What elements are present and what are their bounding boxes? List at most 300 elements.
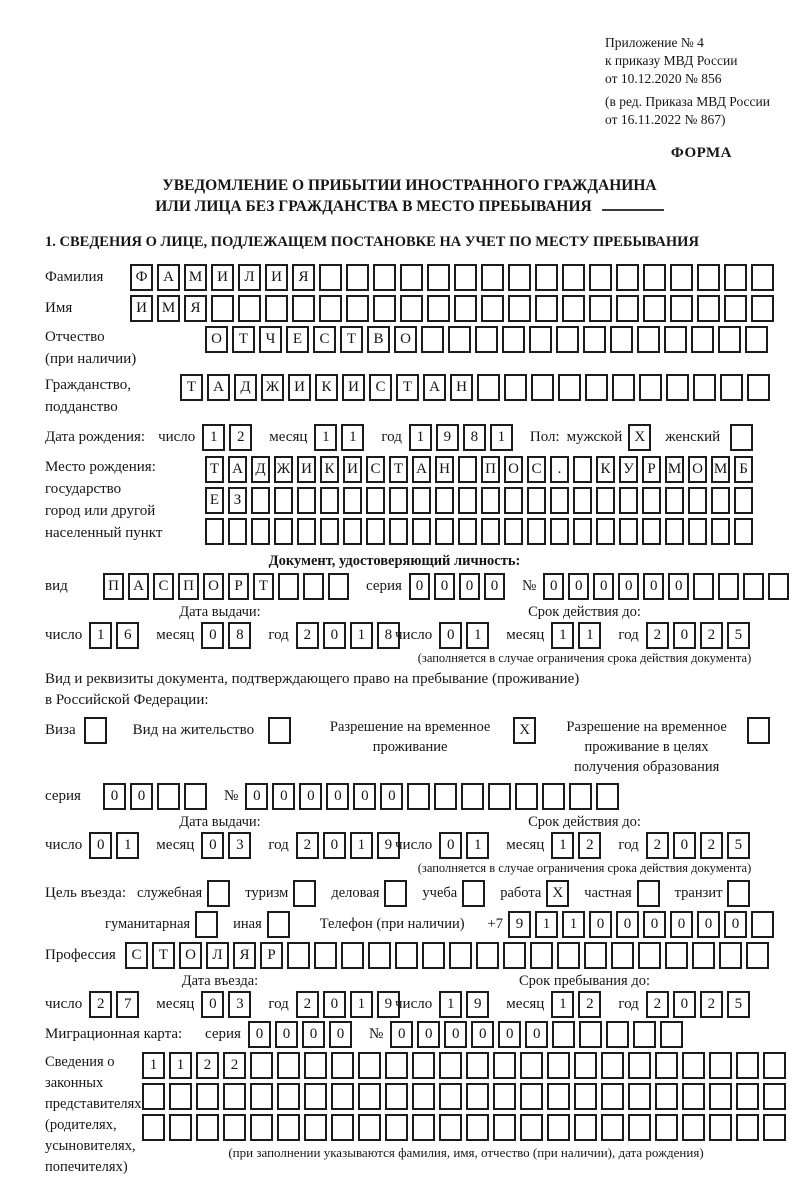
form-cell[interactable]: [724, 264, 747, 291]
form-cell[interactable]: 0: [643, 911, 666, 938]
form-cell[interactable]: [670, 295, 693, 322]
form-cell[interactable]: [304, 1114, 327, 1141]
form-cell[interactable]: 0: [525, 1021, 548, 1048]
form-cell[interactable]: 1: [350, 622, 373, 649]
form-cell[interactable]: Н: [435, 456, 454, 483]
form-cell[interactable]: И: [211, 264, 234, 291]
form-cell[interactable]: Т: [232, 326, 255, 353]
form-cell[interactable]: 0: [409, 573, 430, 600]
form-cell[interactable]: [504, 374, 527, 401]
form-cell[interactable]: Т: [389, 456, 408, 483]
form-cell[interactable]: 0: [568, 573, 589, 600]
form-cell[interactable]: А: [423, 374, 446, 401]
form-cell[interactable]: [331, 1114, 354, 1141]
form-cell[interactable]: [664, 326, 687, 353]
form-cell[interactable]: [157, 783, 180, 810]
form-cell[interactable]: [709, 1114, 732, 1141]
form-cell[interactable]: 2: [578, 832, 601, 859]
checkbox-male[interactable]: X: [628, 424, 651, 451]
form-cell[interactable]: 0: [643, 573, 664, 600]
form-cell[interactable]: А: [228, 456, 247, 483]
form-cell[interactable]: [421, 326, 444, 353]
form-cell[interactable]: [638, 942, 661, 969]
form-cell[interactable]: [596, 487, 615, 514]
form-cell[interactable]: 0: [302, 1021, 325, 1048]
form-cell[interactable]: М: [711, 456, 730, 483]
form-cell[interactable]: [228, 518, 247, 545]
form-cell[interactable]: [655, 1114, 678, 1141]
form-cell[interactable]: [562, 295, 585, 322]
form-cell[interactable]: [389, 518, 408, 545]
form-cell[interactable]: [697, 295, 720, 322]
form-cell[interactable]: 2: [296, 991, 319, 1018]
form-cell[interactable]: 0: [459, 573, 480, 600]
form-cell[interactable]: [493, 1083, 516, 1110]
form-cell[interactable]: П: [103, 573, 124, 600]
form-cell[interactable]: И: [265, 264, 288, 291]
form-cell[interactable]: [660, 1021, 683, 1048]
form-cell[interactable]: [574, 1114, 597, 1141]
form-cell[interactable]: 0: [275, 1021, 298, 1048]
form-cell[interactable]: 1: [562, 911, 585, 938]
form-cell[interactable]: [547, 1052, 570, 1079]
form-cell[interactable]: 0: [323, 991, 346, 1018]
form-cell[interactable]: [458, 487, 477, 514]
form-cell[interactable]: И: [342, 374, 365, 401]
form-cell[interactable]: Т: [396, 374, 419, 401]
form-cell[interactable]: [711, 487, 730, 514]
form-cell[interactable]: [550, 518, 569, 545]
form-cell[interactable]: 0: [201, 622, 224, 649]
form-cell[interactable]: 1: [89, 622, 112, 649]
form-cell[interactable]: [573, 456, 592, 483]
form-cell[interactable]: [745, 326, 768, 353]
form-cell[interactable]: З: [228, 487, 247, 514]
form-cell[interactable]: 0: [670, 911, 693, 938]
checkbox-residence-permit[interactable]: [268, 717, 291, 744]
form-cell[interactable]: Н: [450, 374, 473, 401]
form-cell[interactable]: [557, 942, 580, 969]
form-cell[interactable]: [508, 264, 531, 291]
form-cell[interactable]: [274, 487, 293, 514]
form-cell[interactable]: [693, 573, 714, 600]
form-cell[interactable]: [718, 326, 741, 353]
form-cell[interactable]: [328, 573, 349, 600]
form-cell[interactable]: [574, 1083, 597, 1110]
form-cell[interactable]: 5: [727, 991, 750, 1018]
form-cell[interactable]: 1: [439, 991, 462, 1018]
form-cell[interactable]: Е: [286, 326, 309, 353]
checkbox-purpose-work[interactable]: X: [546, 880, 569, 907]
form-cell[interactable]: [358, 1083, 381, 1110]
form-cell[interactable]: [682, 1114, 705, 1141]
form-cell[interactable]: [422, 942, 445, 969]
form-cell[interactable]: [751, 911, 774, 938]
form-cell[interactable]: [400, 295, 423, 322]
form-cell[interactable]: [304, 1083, 327, 1110]
form-cell[interactable]: [643, 295, 666, 322]
form-cell[interactable]: 0: [724, 911, 747, 938]
form-cell[interactable]: 0: [471, 1021, 494, 1048]
form-cell[interactable]: [304, 1052, 327, 1079]
form-cell[interactable]: [385, 1114, 408, 1141]
form-cell[interactable]: [610, 326, 633, 353]
form-cell[interactable]: Я: [292, 264, 315, 291]
form-cell[interactable]: П: [178, 573, 199, 600]
form-cell[interactable]: 1: [551, 622, 574, 649]
form-cell[interactable]: 0: [434, 573, 455, 600]
form-cell[interactable]: [277, 1052, 300, 1079]
form-cell[interactable]: [711, 518, 730, 545]
form-cell[interactable]: 0: [543, 573, 564, 600]
form-cell[interactable]: 0: [323, 622, 346, 649]
form-cell[interactable]: О: [203, 573, 224, 600]
checkbox-visa[interactable]: [84, 717, 107, 744]
form-cell[interactable]: [251, 518, 270, 545]
form-cell[interactable]: 1: [169, 1052, 192, 1079]
checkbox-temp-residence-education[interactable]: [747, 717, 770, 744]
form-cell[interactable]: 2: [229, 424, 252, 451]
form-cell[interactable]: [530, 942, 553, 969]
form-cell[interactable]: [612, 374, 635, 401]
form-cell[interactable]: 0: [272, 783, 295, 810]
form-cell[interactable]: [596, 518, 615, 545]
form-cell[interactable]: [718, 573, 739, 600]
checkbox-female[interactable]: [730, 424, 753, 451]
form-cell[interactable]: [238, 295, 261, 322]
form-cell[interactable]: [466, 1114, 489, 1141]
form-cell[interactable]: 2: [646, 991, 669, 1018]
form-cell[interactable]: [736, 1052, 759, 1079]
form-cell[interactable]: [515, 783, 538, 810]
form-cell[interactable]: [697, 264, 720, 291]
form-cell[interactable]: [527, 518, 546, 545]
form-cell[interactable]: 0: [299, 783, 322, 810]
form-cell[interactable]: [427, 264, 450, 291]
form-cell[interactable]: О: [179, 942, 202, 969]
form-cell[interactable]: 0: [380, 783, 403, 810]
form-cell[interactable]: [508, 295, 531, 322]
form-cell[interactable]: [250, 1052, 273, 1079]
form-cell[interactable]: [619, 518, 638, 545]
form-cell[interactable]: [550, 487, 569, 514]
form-cell[interactable]: 1: [350, 991, 373, 1018]
form-cell[interactable]: [439, 1114, 462, 1141]
form-cell[interactable]: [481, 487, 500, 514]
form-cell[interactable]: 1: [466, 622, 489, 649]
form-cell[interactable]: А: [128, 573, 149, 600]
form-cell[interactable]: 2: [196, 1052, 219, 1079]
form-cell[interactable]: [358, 1114, 381, 1141]
form-cell[interactable]: [601, 1114, 624, 1141]
form-cell[interactable]: [142, 1114, 165, 1141]
form-cell[interactable]: О: [394, 326, 417, 353]
form-cell[interactable]: К: [315, 374, 338, 401]
form-cell[interactable]: [709, 1052, 732, 1079]
form-cell[interactable]: М: [184, 264, 207, 291]
form-cell[interactable]: [223, 1114, 246, 1141]
form-cell[interactable]: 0: [673, 622, 696, 649]
form-cell[interactable]: [287, 942, 310, 969]
form-cell[interactable]: [633, 1021, 656, 1048]
form-cell[interactable]: [449, 942, 472, 969]
form-cell[interactable]: [461, 783, 484, 810]
form-cell[interactable]: [454, 264, 477, 291]
form-cell[interactable]: [558, 374, 581, 401]
form-cell[interactable]: 2: [646, 622, 669, 649]
form-cell[interactable]: [481, 295, 504, 322]
form-cell[interactable]: [682, 1052, 705, 1079]
form-cell[interactable]: [601, 1052, 624, 1079]
form-cell[interactable]: Т: [152, 942, 175, 969]
form-cell[interactable]: [666, 374, 689, 401]
form-cell[interactable]: [373, 295, 396, 322]
form-cell[interactable]: [319, 295, 342, 322]
form-cell[interactable]: [343, 487, 362, 514]
form-cell[interactable]: [734, 518, 753, 545]
form-cell[interactable]: Т: [340, 326, 363, 353]
form-cell[interactable]: [476, 942, 499, 969]
form-cell[interactable]: 2: [296, 832, 319, 859]
form-cell[interactable]: 0: [439, 832, 462, 859]
form-cell[interactable]: [475, 326, 498, 353]
form-cell[interactable]: Е: [205, 487, 224, 514]
form-cell[interactable]: 7: [116, 991, 139, 1018]
form-cell[interactable]: 1: [314, 424, 337, 451]
form-cell[interactable]: 5: [727, 832, 750, 859]
form-cell[interactable]: Д: [251, 456, 270, 483]
form-cell[interactable]: [542, 783, 565, 810]
form-cell[interactable]: М: [665, 456, 684, 483]
form-cell[interactable]: 8: [228, 622, 251, 649]
form-cell[interactable]: [274, 518, 293, 545]
form-cell[interactable]: А: [207, 374, 230, 401]
form-cell[interactable]: [579, 1021, 602, 1048]
form-cell[interactable]: С: [313, 326, 336, 353]
checkbox-purpose-official[interactable]: [207, 880, 230, 907]
form-cell[interactable]: [688, 518, 707, 545]
form-cell[interactable]: [412, 1083, 435, 1110]
form-cell[interactable]: В: [367, 326, 390, 353]
form-cell[interactable]: [466, 1052, 489, 1079]
form-cell[interactable]: [169, 1083, 192, 1110]
form-cell[interactable]: [531, 374, 554, 401]
form-cell[interactable]: А: [412, 456, 431, 483]
form-cell[interactable]: [277, 1114, 300, 1141]
form-cell[interactable]: 8: [463, 424, 486, 451]
form-cell[interactable]: 0: [89, 832, 112, 859]
form-cell[interactable]: [751, 264, 774, 291]
form-cell[interactable]: [251, 487, 270, 514]
form-cell[interactable]: [488, 783, 511, 810]
form-cell[interactable]: [184, 783, 207, 810]
form-cell[interactable]: [412, 518, 431, 545]
form-cell[interactable]: [278, 573, 299, 600]
form-cell[interactable]: Т: [205, 456, 224, 483]
form-cell[interactable]: Р: [260, 942, 283, 969]
form-cell[interactable]: [169, 1114, 192, 1141]
form-cell[interactable]: Б: [734, 456, 753, 483]
form-cell[interactable]: [303, 573, 324, 600]
form-cell[interactable]: 2: [700, 832, 723, 859]
form-cell[interactable]: [606, 1021, 629, 1048]
form-cell[interactable]: [547, 1114, 570, 1141]
form-cell[interactable]: [331, 1052, 354, 1079]
form-cell[interactable]: 3: [228, 832, 251, 859]
form-cell[interactable]: [573, 487, 592, 514]
form-cell[interactable]: К: [320, 456, 339, 483]
form-cell[interactable]: [250, 1083, 273, 1110]
form-cell[interactable]: 1: [409, 424, 432, 451]
form-cell[interactable]: [569, 783, 592, 810]
form-cell[interactable]: 9: [508, 911, 531, 938]
form-cell[interactable]: [458, 518, 477, 545]
form-cell[interactable]: [412, 1052, 435, 1079]
form-cell[interactable]: О: [205, 326, 228, 353]
form-cell[interactable]: [589, 295, 612, 322]
form-cell[interactable]: 0: [417, 1021, 440, 1048]
form-cell[interactable]: [535, 295, 558, 322]
form-cell[interactable]: [502, 326, 525, 353]
form-cell[interactable]: [435, 518, 454, 545]
form-cell[interactable]: [601, 1083, 624, 1110]
form-cell[interactable]: [655, 1052, 678, 1079]
form-cell[interactable]: [297, 518, 316, 545]
form-cell[interactable]: [768, 573, 789, 600]
form-cell[interactable]: [331, 1083, 354, 1110]
form-cell[interactable]: [366, 518, 385, 545]
form-cell[interactable]: 0: [130, 783, 153, 810]
form-cell[interactable]: 3: [228, 991, 251, 1018]
form-cell[interactable]: Ч: [259, 326, 282, 353]
form-cell[interactable]: [552, 1021, 575, 1048]
form-cell[interactable]: [504, 487, 523, 514]
form-cell[interactable]: [529, 326, 552, 353]
form-cell[interactable]: Л: [206, 942, 229, 969]
form-cell[interactable]: С: [369, 374, 392, 401]
form-cell[interactable]: [670, 264, 693, 291]
form-cell[interactable]: [763, 1114, 786, 1141]
form-cell[interactable]: Я: [184, 295, 207, 322]
form-cell[interactable]: 0: [697, 911, 720, 938]
form-cell[interactable]: 1: [551, 832, 574, 859]
form-cell[interactable]: [439, 1083, 462, 1110]
form-cell[interactable]: М: [157, 295, 180, 322]
form-cell[interactable]: [503, 942, 526, 969]
form-cell[interactable]: [343, 518, 362, 545]
form-cell[interactable]: [665, 518, 684, 545]
form-cell[interactable]: [751, 295, 774, 322]
form-cell[interactable]: [709, 1083, 732, 1110]
form-cell[interactable]: [642, 487, 661, 514]
form-cell[interactable]: Р: [642, 456, 661, 483]
form-cell[interactable]: [736, 1083, 759, 1110]
checkbox-purpose-private[interactable]: [637, 880, 660, 907]
form-cell[interactable]: 1: [116, 832, 139, 859]
form-cell[interactable]: [493, 1052, 516, 1079]
form-cell[interactable]: [493, 1114, 516, 1141]
form-cell[interactable]: 0: [103, 783, 126, 810]
form-cell[interactable]: [250, 1114, 273, 1141]
form-cell[interactable]: Р: [228, 573, 249, 600]
checkbox-temp-residence[interactable]: X: [513, 717, 536, 744]
form-cell[interactable]: [763, 1083, 786, 1110]
form-cell[interactable]: [196, 1083, 219, 1110]
form-cell[interactable]: [389, 487, 408, 514]
form-cell[interactable]: И: [130, 295, 153, 322]
form-cell[interactable]: П: [481, 456, 500, 483]
form-cell[interactable]: С: [527, 456, 546, 483]
form-cell[interactable]: [314, 942, 337, 969]
form-cell[interactable]: [619, 487, 638, 514]
form-cell[interactable]: 0: [245, 783, 268, 810]
form-cell[interactable]: [639, 374, 662, 401]
form-cell[interactable]: [556, 326, 579, 353]
form-cell[interactable]: [520, 1114, 543, 1141]
form-cell[interactable]: [412, 487, 431, 514]
form-cell[interactable]: [736, 1114, 759, 1141]
form-cell[interactable]: [297, 487, 316, 514]
form-cell[interactable]: У: [619, 456, 638, 483]
form-cell[interactable]: 8: [377, 622, 400, 649]
form-cell[interactable]: [611, 942, 634, 969]
form-cell[interactable]: [643, 264, 666, 291]
form-cell[interactable]: [628, 1083, 651, 1110]
form-cell[interactable]: [277, 1083, 300, 1110]
form-cell[interactable]: 0: [498, 1021, 521, 1048]
form-cell[interactable]: [574, 1052, 597, 1079]
form-cell[interactable]: [385, 1083, 408, 1110]
form-cell[interactable]: [448, 326, 471, 353]
form-cell[interactable]: 2: [700, 991, 723, 1018]
form-cell[interactable]: 0: [201, 832, 224, 859]
form-cell[interactable]: [466, 1083, 489, 1110]
form-cell[interactable]: 1: [350, 832, 373, 859]
form-cell[interactable]: [589, 264, 612, 291]
form-cell[interactable]: Д: [234, 374, 257, 401]
checkbox-purpose-study[interactable]: [462, 880, 485, 907]
form-cell[interactable]: 2: [296, 622, 319, 649]
form-cell[interactable]: [693, 374, 716, 401]
form-cell[interactable]: 1: [341, 424, 364, 451]
form-cell[interactable]: 1: [466, 832, 489, 859]
form-cell[interactable]: [412, 1114, 435, 1141]
form-cell[interactable]: [292, 295, 315, 322]
form-cell[interactable]: [368, 942, 391, 969]
form-cell[interactable]: [688, 487, 707, 514]
form-cell[interactable]: 0: [323, 832, 346, 859]
form-cell[interactable]: С: [153, 573, 174, 600]
form-cell[interactable]: [265, 295, 288, 322]
form-cell[interactable]: [373, 264, 396, 291]
form-cell[interactable]: 1: [535, 911, 558, 938]
form-cell[interactable]: [520, 1052, 543, 1079]
form-cell[interactable]: [616, 295, 639, 322]
form-cell[interactable]: 2: [578, 991, 601, 1018]
form-cell[interactable]: [720, 374, 743, 401]
form-cell[interactable]: [341, 942, 364, 969]
form-cell[interactable]: Ж: [274, 456, 293, 483]
form-cell[interactable]: 0: [444, 1021, 467, 1048]
form-cell[interactable]: 9: [377, 832, 400, 859]
form-cell[interactable]: [346, 295, 369, 322]
form-cell[interactable]: И: [288, 374, 311, 401]
form-cell[interactable]: [320, 487, 339, 514]
form-cell[interactable]: 0: [484, 573, 505, 600]
form-cell[interactable]: [682, 1083, 705, 1110]
form-cell[interactable]: 2: [89, 991, 112, 1018]
form-cell[interactable]: [205, 518, 224, 545]
